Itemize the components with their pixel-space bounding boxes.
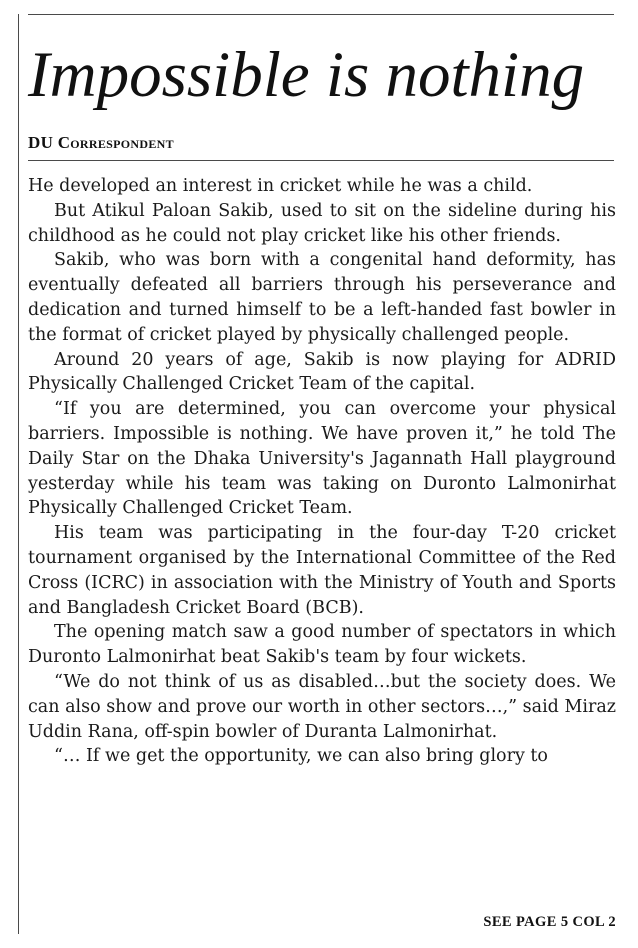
paragraph: “If you are determined, you can overcome your physical barriers. Impossible is nothing. We have proven it,” he told The Daily Star on the Dhaka University's Jagannath Hall playground yesterday while his team was taking on Duronto Lalmonirhat Physically Challenged Cricket Team. <box>28 399 616 519</box>
headline: Impossible is nothing <box>28 39 585 111</box>
article-body <box>28 174 616 769</box>
paragraph: But Atikul Paloan Sakib, used to sit on the sideline during his childhood as he could not play cricket like his other friends. <box>28 200 616 246</box>
paragraph: Sakib, who was born with a congenital hand deformity, has eventually defeated all barriers through his perseverance and dedication and turned himself to be a left-handed fast bowler in the format of cricket played by physically challenged people. <box>28 250 616 345</box>
byline-rule <box>28 160 614 161</box>
top-rule <box>28 14 614 15</box>
paragraph: He developed an interest in cricket while he was a child. <box>28 176 533 196</box>
paragraph: “… If we get the opportunity, we can also bring glory to <box>54 746 548 767</box>
byline <box>28 133 174 153</box>
paragraph: His team was participating in the four-day T-20 cricket tournament organised by the International Committee of the Red Cross (ICRC) in association with the Ministry of Youth and Sports and Bangladesh Cricket Board (BCB). <box>28 523 616 618</box>
byline-prefix: DU <box>28 133 54 152</box>
byline-role: Correspondent <box>57 133 174 152</box>
continued-on-page-note: SEE PAGE 5 COL 2 <box>483 914 616 930</box>
paragraph: “We do not think of us as disabled…but the society does. We can also show and prove our worth in other sectors…,” said Miraz Uddin Rana, off-spin bowler of Duranta Lalmonirhat. <box>28 671 616 742</box>
paragraph: Around 20 years of age, Sakib is now playing for ADRID Physically Challenged Cricket Team of the capital. <box>28 349 616 395</box>
column-left-rule <box>18 14 19 934</box>
paragraph: The opening match saw a good number of spectators in which Duronto Lalmonirhat beat Sakib's team by four wickets. <box>28 622 616 668</box>
